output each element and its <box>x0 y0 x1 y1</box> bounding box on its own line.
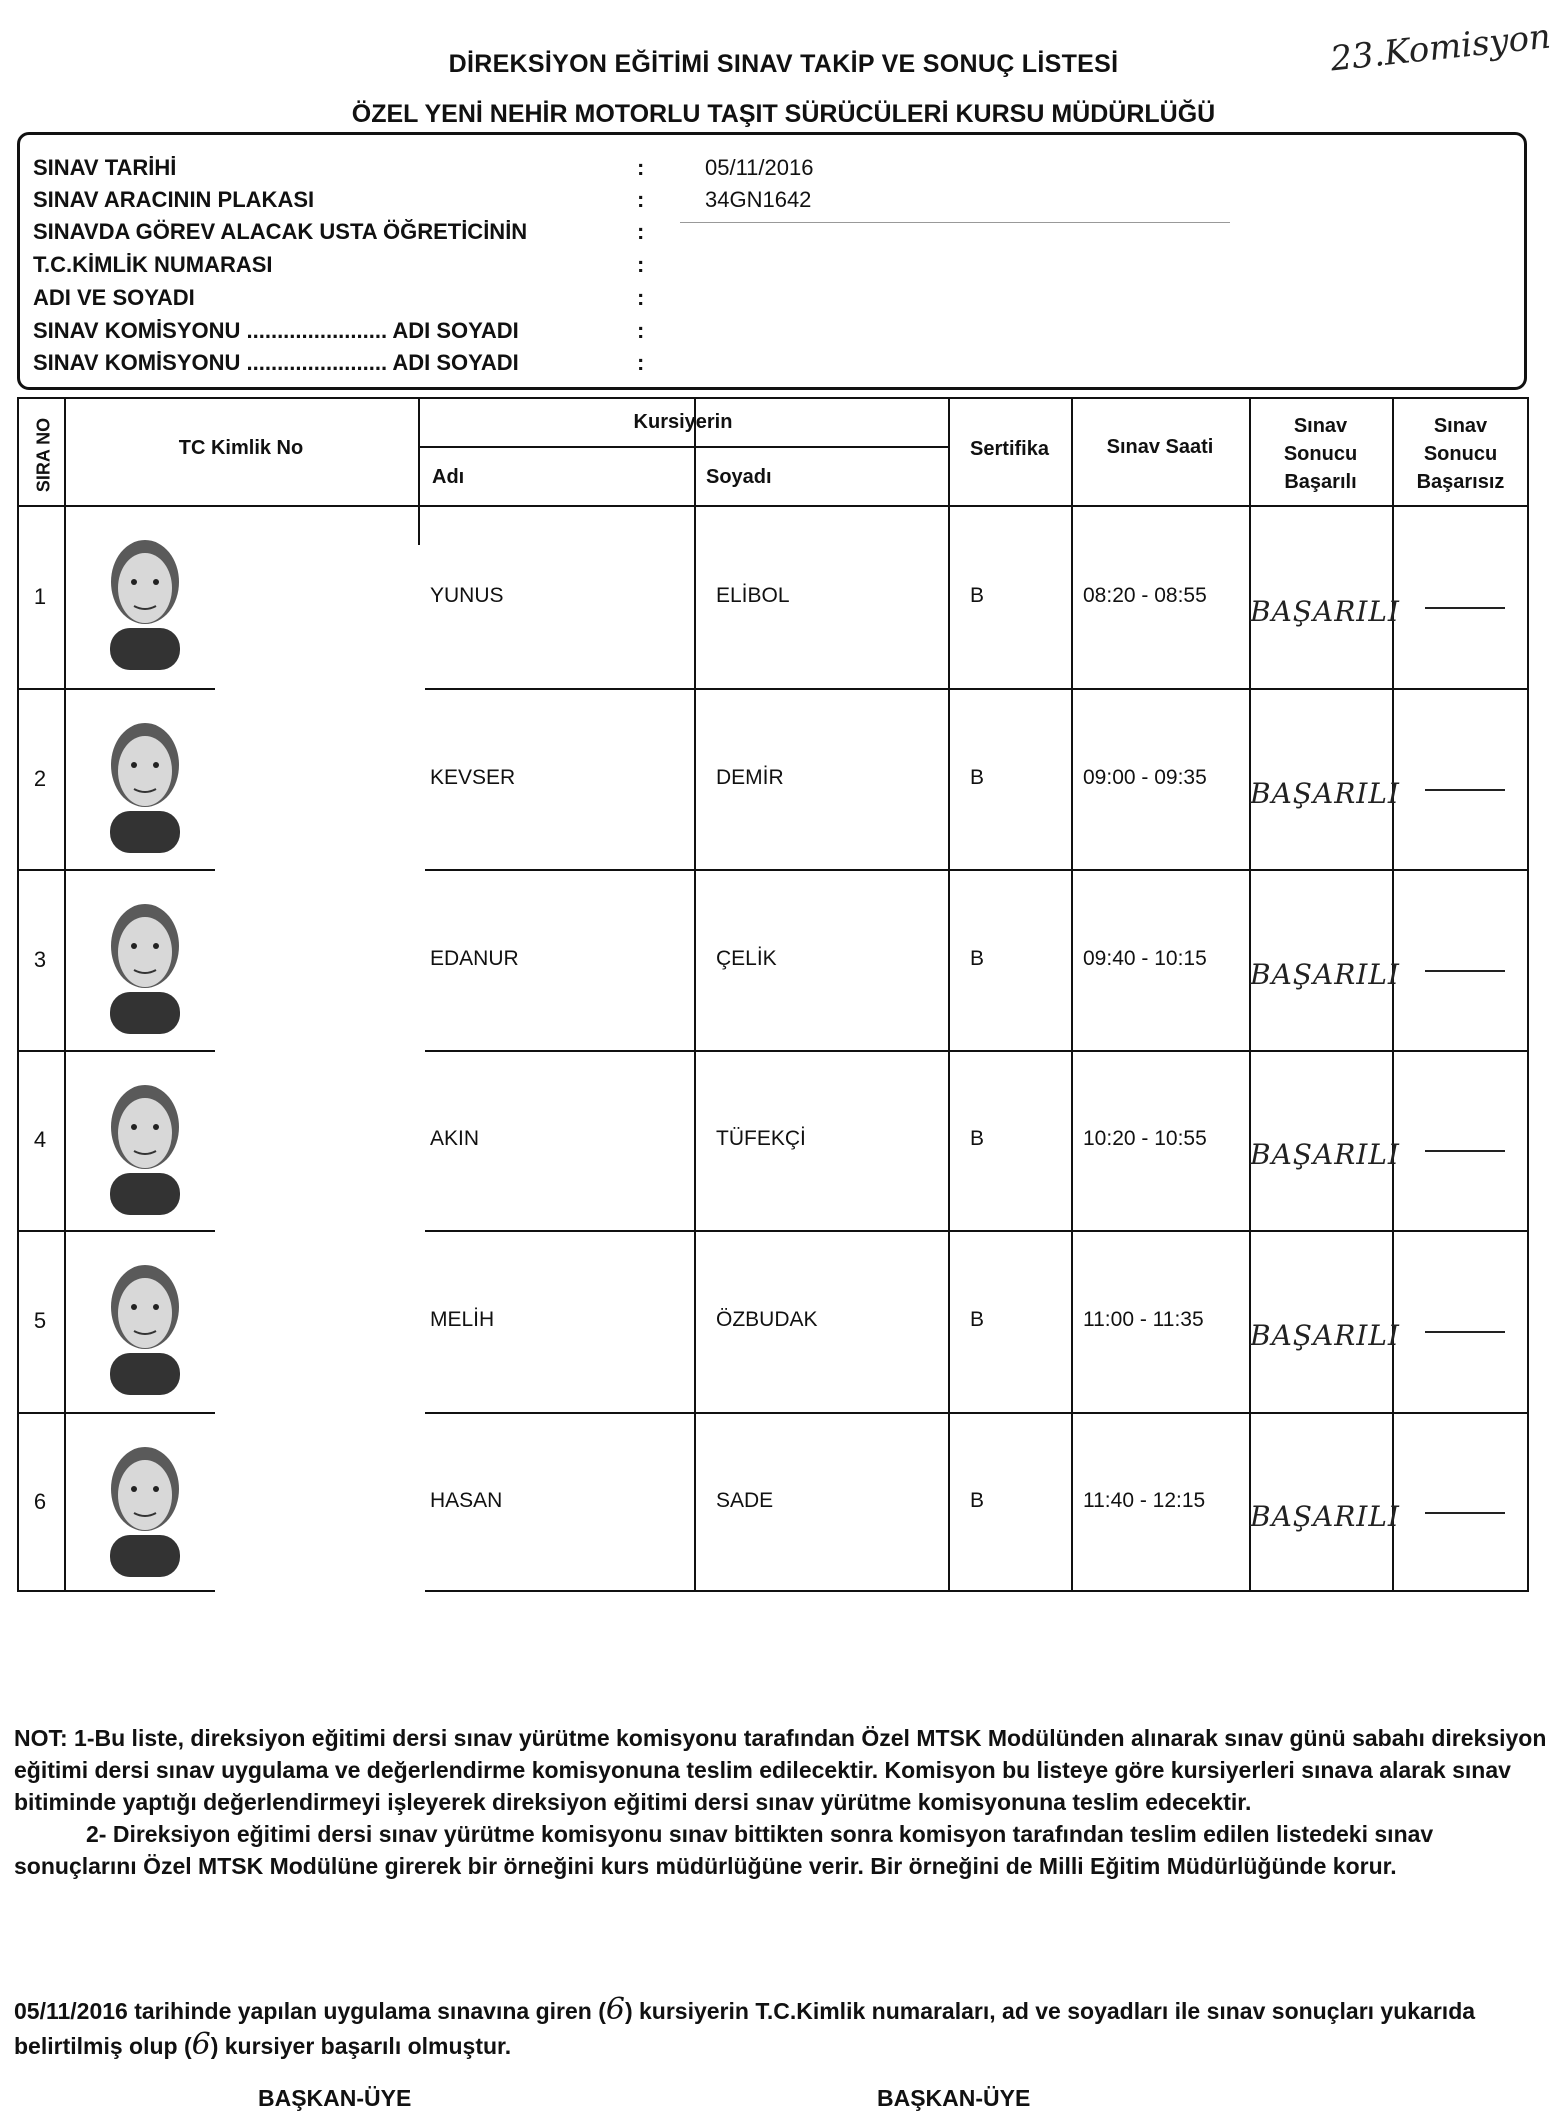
empty-fail-mark <box>1425 607 1505 609</box>
avatar <box>70 1245 220 1385</box>
divider <box>680 222 1230 223</box>
certificate-class: B <box>970 1489 985 1512</box>
row-number: 4 <box>33 1127 47 1152</box>
signature-label-right: BAŞKAN-ÜYE <box>877 2085 1031 2111</box>
field-label: SINAV KOMİSYONU ....................... ADI SOYADI <box>33 318 519 343</box>
certificate-class: B <box>970 765 985 789</box>
document-title: DİREKSİYON EĞİTİMİ SINAV TAKİP VE SONUÇ LİSTESİ <box>448 50 1119 78</box>
exam-time: 09:40 - 10:15 <box>1083 946 1207 970</box>
exam-time: 08:20 - 08:55 <box>1083 583 1207 607</box>
field-colon: : <box>637 350 645 375</box>
header-sira-no: SIRA NO <box>33 417 54 493</box>
certificate-class: B <box>970 583 985 607</box>
header-sertifika: Sertifika <box>970 438 1049 460</box>
header-adi: Adı <box>432 466 465 488</box>
field-colon: : <box>637 187 645 212</box>
empty-fail-mark <box>1425 970 1505 972</box>
handwritten-note: 23.Komisyon <box>1328 16 1553 80</box>
document-subtitle: ÖZEL YENİ NEHİR MOTORLU TAŞIT SÜRÜCÜLERİ KURSU MÜDÜRLÜĞÜ <box>351 100 1216 128</box>
certificate-class: B <box>970 1308 985 1331</box>
row-number: 6 <box>33 1489 47 1514</box>
field-label: ADI VE SOYADI <box>33 285 195 310</box>
header-basarisiz: Sınav Sonucu Başarısız <box>1416 415 1505 493</box>
empty-fail-mark <box>1425 1150 1505 1152</box>
field-colon: : <box>637 318 645 343</box>
header-tc-kimlik: TC Kimlik No <box>178 437 304 459</box>
header-kursiyerin: Kursiyerin <box>633 411 733 433</box>
row-divider <box>418 446 948 448</box>
empty-fail-mark <box>1425 1512 1505 1514</box>
row-number: 2 <box>33 765 47 791</box>
conclusion-statement: 05/11/2016 tarihinde yapılan uygulama sınavına giren (6) kursiyerin T.C.Kimlik numaraları, ad ve soyadları ile sınav sonuçları yukarıda belirtilmiş olup (6) kursiyer başarılı olmuştur. <box>14 1992 1476 2062</box>
handwritten-count: 6 <box>191 2027 211 2062</box>
student-last-name: SADE <box>716 1489 774 1512</box>
empty-fail-mark <box>1425 789 1505 791</box>
field-label: SINAVDA GÖREV ALACAK USTA ÖĞRETİCİNİN <box>33 219 528 244</box>
student-first-name: EDANUR <box>430 946 519 970</box>
field-label: SINAV ARACININ PLAKASI <box>33 187 315 212</box>
field-label: SINAV TARİHİ <box>33 155 177 180</box>
field-colon: : <box>637 155 645 180</box>
avatar <box>70 520 220 660</box>
handwritten-count: 6 <box>605 1992 625 2027</box>
exam-time: 10:20 - 10:55 <box>1083 1127 1207 1150</box>
field-colon: : <box>637 285 645 310</box>
field-label: SINAV KOMİSYONU ....................... ADI SOYADI <box>33 350 519 375</box>
avatar <box>70 1427 220 1567</box>
row-number: 1 <box>33 583 47 609</box>
student-first-name: KEVSER <box>430 765 516 789</box>
student-first-name: HASAN <box>430 1489 503 1512</box>
exam-time: 11:00 - 11:35 <box>1083 1308 1204 1331</box>
certificate-class: B <box>970 1127 985 1150</box>
field-label: T.C.KİMLİK NUMARASI <box>33 252 273 277</box>
row-number: 5 <box>33 1308 47 1333</box>
empty-fail-mark <box>1425 1331 1505 1333</box>
handwritten-result: BAŞARILI <box>1250 776 1400 810</box>
header-sinav-saati: Sınav Saati <box>1106 436 1214 458</box>
exam-time: 09:00 - 09:35 <box>1083 765 1207 789</box>
note-paragraph-1: NOT: 1-Bu liste, direksiyon eğitimi dersi sınav yürütme komisyonu tarafından Özel MTSK Modülünden alınarak sınav günü sabahı direksiyon eğitimi dersi sınav uygulama ve değerlendirme komisyonuna teslim edilecektir. Komisyon bu listeye göre kursiyerleri sınava alarak sınav bitiminde yaptığı değerlendirmeyi işleyerek direksiyon eğitimi dersi sınav yürütme komisyonuna teslim edecektir. <box>14 1725 1547 1815</box>
handwritten-result: BAŞARILI <box>1250 1319 1400 1352</box>
student-last-name: ÇELİK <box>716 946 777 970</box>
field-colon: : <box>637 219 645 244</box>
student-last-name: TÜFEKÇİ <box>716 1127 806 1150</box>
avatar <box>70 703 220 843</box>
exam-time: 11:40 - 12:15 <box>1083 1489 1206 1512</box>
note-paragraph-2: 2- Direksiyon eğitimi dersi sınav yürütme komisyonu sınav bittikten sonra komisyon tarafından teslim edilen listedeki sınav sonuçlarını Özel MTSK Modülüne girerek bir örneğini kurs müdürlüğüne verir. Bir örneğini de Milli Eğitim Müdürlüğünde korur. <box>14 1821 1434 1879</box>
student-last-name: DEMİR <box>716 765 784 789</box>
handwritten-result: BAŞARILI <box>1250 594 1400 628</box>
student-first-name: MELİH <box>430 1308 495 1331</box>
certificate-class: B <box>970 946 985 970</box>
field-value: 34GN1642 <box>705 187 812 212</box>
avatar <box>70 884 220 1024</box>
handwritten-result: BAŞARILI <box>1250 1500 1400 1533</box>
student-last-name: ÖZBUDAK <box>716 1308 818 1331</box>
field-colon: : <box>637 252 645 277</box>
handwritten-result: BAŞARILI <box>1250 957 1400 991</box>
header-basarili: Sınav Sonucu Başarılı <box>1283 415 1358 493</box>
student-last-name: ELİBOL <box>716 583 790 607</box>
redacted-tc-area <box>215 545 425 1592</box>
handwritten-result: BAŞARILI <box>1250 1138 1400 1171</box>
row-divider <box>17 505 1529 507</box>
student-first-name: YUNUS <box>430 583 504 607</box>
signature-label-left: BAŞKAN-ÜYE <box>258 2085 412 2111</box>
field-value: 05/11/2016 <box>705 155 814 180</box>
avatar <box>70 1065 220 1205</box>
header-soyadi: Soyadı <box>706 466 772 488</box>
row-number: 3 <box>33 946 47 972</box>
student-first-name: AKIN <box>430 1127 480 1150</box>
note-section <box>14 1722 1554 1882</box>
